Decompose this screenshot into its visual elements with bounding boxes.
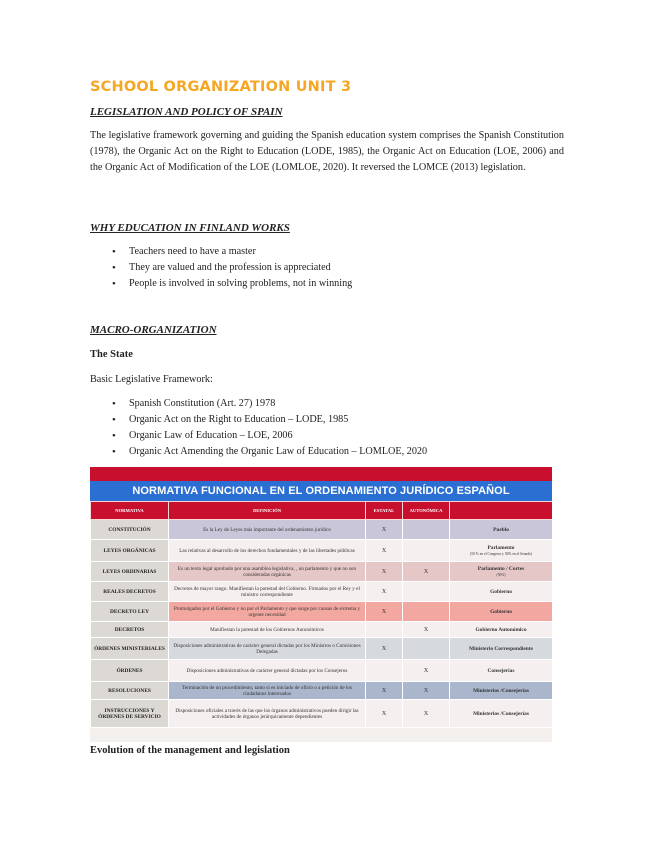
table-header-cell: ESTATAL: [366, 502, 403, 520]
table-row: [91, 622, 553, 638]
table-row: [91, 700, 553, 728]
table-header-row: [91, 502, 553, 520]
table-cell-def: Manifiestan la potestad de los Gobiernos Autonómicos: [169, 622, 366, 638]
heading-finland: WHY EDUCATION IN FINLAND WORKS: [90, 222, 290, 234]
finland-bullet-list: [90, 244, 352, 292]
table-cell-auto: [403, 602, 450, 622]
list-item: • Organic Act Amending the Organic Law of Education – LOMLOE, 2020: [90, 444, 427, 460]
table-cell-def: Es un texto legal aprobado por una asamblea legislativa, , un parlamento y que no son consideradas orgánicas: [169, 562, 366, 582]
table-cell-def: Terminación de un procedimiento, tanto si es iniciado de oficio o a petición de los ciudadanos interesados: [169, 682, 366, 700]
list-item: • Organic Act on the Right to Education – LODE, 1985: [90, 412, 427, 428]
table-cell-estatal: [366, 660, 403, 682]
table-cell-def: Es la Ley de Leyes más importante del ordenamiento jurídico: [169, 520, 366, 540]
table-cell-name: RESOLUCIONES: [91, 682, 169, 700]
list-item: • They are valued and the profession is appreciated: [90, 260, 352, 276]
normativa-table: [90, 501, 552, 728]
table-cell-def: Decretos de mayor rango. Manifiestan la potestad del Gobierno. Firmados por el Rey y el ministro correspondiente: [169, 582, 366, 602]
table-cell-inst: Parlamento / Cortes (50%): [450, 562, 553, 582]
table-header-cell: AUTONÓMICA: [403, 502, 450, 520]
intro-framework: Basic Legislative Framework:: [90, 374, 213, 385]
table-cell-name: DECRETO LEY: [91, 602, 169, 622]
table-row: [91, 582, 553, 602]
table-cell-inst: Ministerio Correspondiente: [450, 638, 553, 660]
table-cell-estatal: X: [366, 582, 403, 602]
table-cell-def: Promulgados por el Gobierno y no por el Parlamento y que surge por causas de extrema y urgente necesidad: [169, 602, 366, 622]
table-cell-auto: [403, 638, 450, 660]
table-cell-name: ÓRDENES MINISTERIALES: [91, 638, 169, 660]
table-row: [91, 638, 553, 660]
table-header-cell: DEFINICIÓN: [169, 502, 366, 520]
table-cell-inst: Ministerios /Consejerías: [450, 700, 553, 728]
table-cell-inst: Gobierno: [450, 582, 553, 602]
table-cell-name: LEYES ORDINARIAS: [91, 562, 169, 582]
table-row: [91, 540, 553, 562]
table-row: [91, 682, 553, 700]
table-cell-auto: [403, 520, 450, 540]
table-cell-estatal: X: [366, 638, 403, 660]
table-cell-estatal: X: [366, 700, 403, 728]
table-cell-inst-sub: (50%): [496, 572, 506, 577]
table-cell-auto: X: [403, 562, 450, 582]
closing-heading: Evolution of the management and legislation: [90, 745, 290, 756]
table-cell-inst: Gobierno Autonómico: [450, 622, 553, 638]
table-cell-auto: X: [403, 700, 450, 728]
framework-bullet-list: [90, 396, 427, 460]
table-cell-def: Las relativas al desarrollo de los derechos fundamentales y de las libertades públicas: [169, 540, 366, 562]
table-cell-def: Disposiciones administrativas de carácter general dictadas por los Consejeros: [169, 660, 366, 682]
table-cell-name: CONSTITUCIÓN: [91, 520, 169, 540]
table-cell-estatal: X: [366, 520, 403, 540]
table-cell-name: LEYES ORGÁNICAS: [91, 540, 169, 562]
table-cell-estatal: [366, 622, 403, 638]
subheading-state: The State: [90, 349, 133, 360]
table-row: [91, 660, 553, 682]
table-row: [91, 562, 553, 582]
table-cell-inst: Consejerías: [450, 660, 553, 682]
table-cell-auto: [403, 582, 450, 602]
table-cell-def: Disposiciones oficiales a través de las que los órganos administrativos pueden dirigir las actividades de órganos jerárquicamente dependientes: [169, 700, 366, 728]
paragraph-legislation: The legislative framework governing and guiding the Spanish education system comprises the Spanish Constitution (1978), the Organic Act on the Right to Education (LODE, 1985), the Organic Act on Education (LOE, 2006) and the Organic Act of Modification of the LOE (LOMLOE, 2020). It reversed the LOMCE (2013) legislation.: [90, 130, 564, 173]
table-cell-inst: Ministerios /Consejerías: [450, 682, 553, 700]
table-cell-estatal: X: [366, 540, 403, 562]
table-cell-name: DECRETOS: [91, 622, 169, 638]
table-header-cell: NORMATIVA: [91, 502, 169, 520]
document-title: SCHOOL ORGANIZATION UNIT 3: [90, 79, 352, 95]
table-cell-def: Disposiciones administrativas de carácter general dictadas por los Ministros o Comisiones Delegadas: [169, 638, 366, 660]
table-cell-inst-sub: (50 % en el Congreso y 50% en el Senado): [470, 551, 532, 556]
table-cell-inst: Gobierno: [450, 602, 553, 622]
table-top-band: [90, 467, 552, 481]
table-cell-auto: X: [403, 622, 450, 638]
heading-legislation: LEGISLATION AND POLICY OF SPAIN: [90, 106, 283, 118]
table-title: NORMATIVA FUNCIONAL EN EL ORDENAMIENTO JURÍDICO ESPAÑOL: [90, 481, 552, 501]
table-cell-estatal: X: [366, 562, 403, 582]
table-cell-inst: Parlamento (50 % en el Congreso y 50% en el Senado): [450, 540, 553, 562]
table-header-cell: [450, 502, 553, 520]
table-cell-auto: [403, 540, 450, 562]
table-cell-auto: X: [403, 660, 450, 682]
heading-macro-organization: MACRO-ORGANIZATION: [90, 324, 217, 336]
table-cell-name: REALES DECRETOS: [91, 582, 169, 602]
table-cell-name: ÓRDENES: [91, 660, 169, 682]
table-cell-estatal: X: [366, 602, 403, 622]
table-cell-inst: Pueblo: [450, 520, 553, 540]
table-row: [91, 520, 553, 540]
table-cell-estatal: X: [366, 682, 403, 700]
table-row: [91, 602, 553, 622]
table-cell-auto: X: [403, 682, 450, 700]
normativa-table-image: [90, 467, 552, 742]
list-item: • Spanish Constitution (Art. 27) 1978: [90, 396, 427, 412]
list-item: • People is involved in solving problems, not in winning: [90, 276, 352, 292]
list-item: • Organic Law of Education – LOE, 2006: [90, 428, 427, 444]
list-item: • Teachers need to have a master: [90, 244, 352, 260]
table-cell-name: INSTRUCCIONES Y ÓRDENES DE SERVICIO: [91, 700, 169, 728]
